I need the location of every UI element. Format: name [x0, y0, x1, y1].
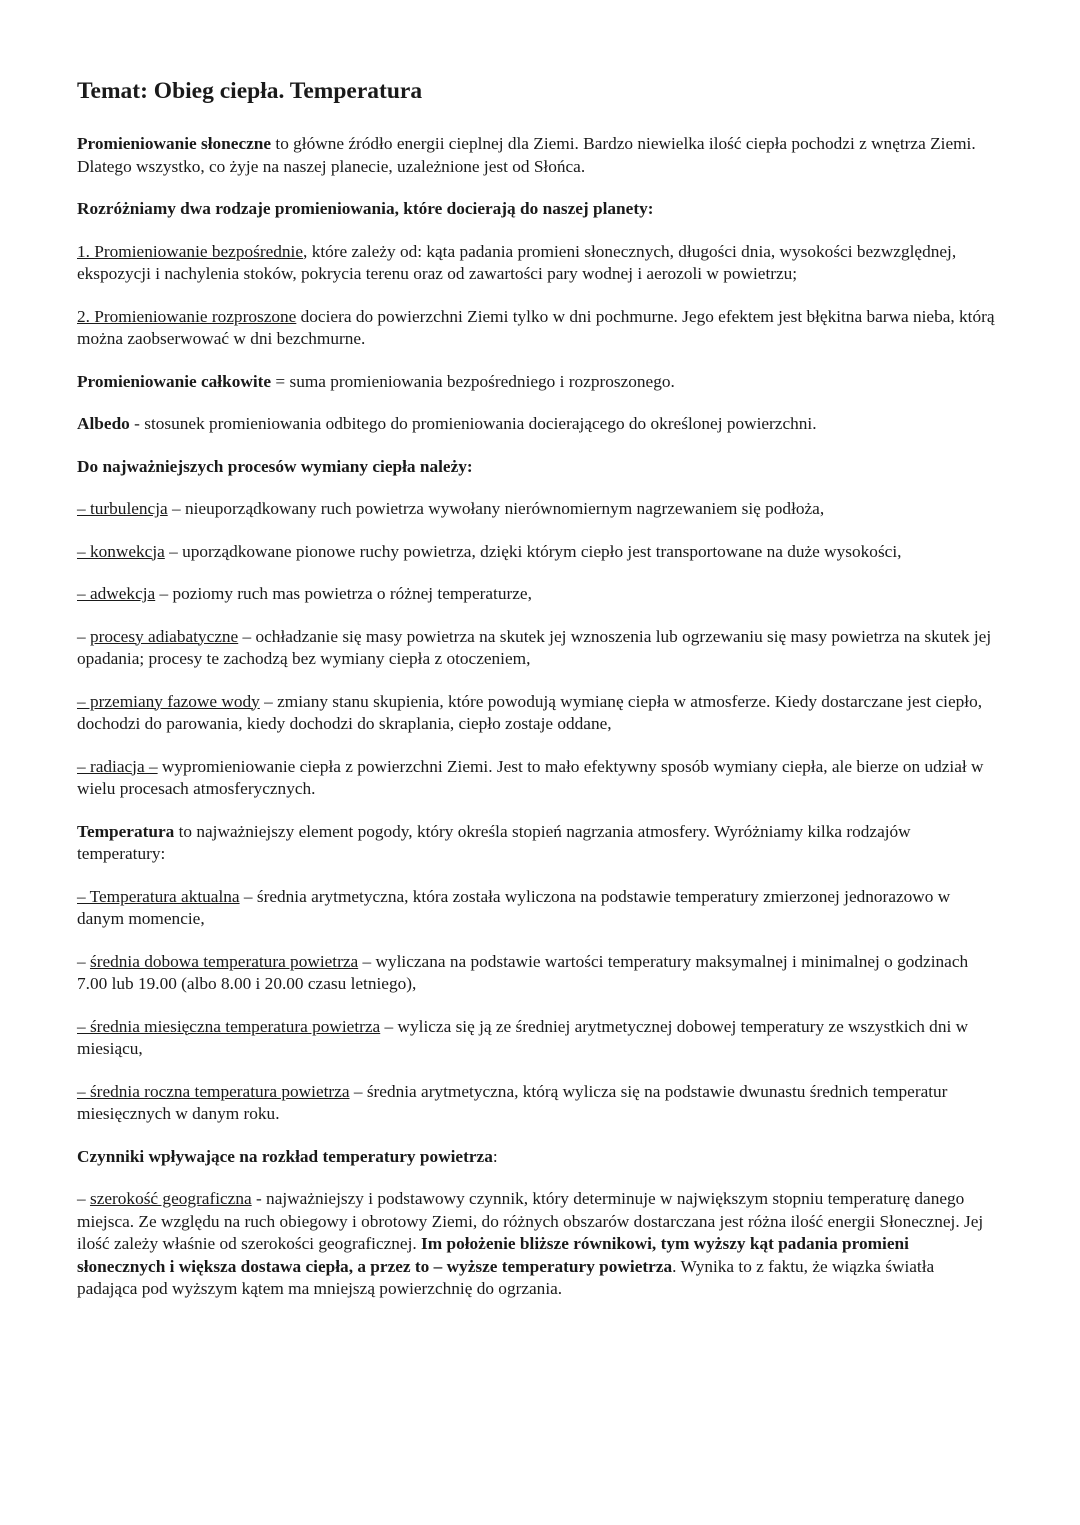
- text: - stosunek promieniowania odbitego do promieniowania docierającego do określonej powierzchni.: [129, 414, 817, 433]
- list-item-phase-changes: [77, 691, 997, 736]
- term: 1. Promieniowanie bezpośrednie: [77, 241, 304, 261]
- text: – zmiany stanu skupienia, które powodują wymianę ciepła w atmosferze. Kiedy dostarczane jest ciepło, dochodzi do parowania, kiedy dochodzi do skraplania, ciepło zostaje oddane,: [77, 691, 983, 733]
- text: , które zależy od: kąta padania promieni słonecznych, długości dnia, wysokości bezwzględnej, ekspozycji i nachylenia stoków, pokrycia terenu oraz od zawartości pary wodnej i aerozoli w powietrzu;: [77, 241, 957, 283]
- term: – adwekcja: [77, 584, 156, 603]
- term: Promieniowanie słoneczne: [77, 134, 272, 153]
- term: szerokość geograficzna: [89, 1189, 252, 1208]
- text: :: [492, 1146, 498, 1166]
- text: – poziomy ruch mas powietrza o różnej temperaturze,: [155, 584, 532, 603]
- dash: –: [77, 626, 90, 646]
- dash: –: [77, 951, 90, 971]
- term: 2. Promieniowanie rozproszone: [77, 306, 297, 326]
- text: Rozróżniamy dwa rodzaje promieniowania, które docierają do naszej planety:: [77, 199, 654, 218]
- term: – przemiany fazowe wody: [77, 691, 260, 711]
- dash: –: [77, 1189, 90, 1208]
- paragraph-direct-radiation: [77, 241, 997, 286]
- paragraph-diffuse-radiation: [77, 306, 997, 351]
- list-item-monthly-temperature: [77, 1016, 997, 1061]
- document-page: [77, 76, 997, 1321]
- list-item-turbulence: [77, 498, 997, 521]
- text: to najważniejszy element pogody, który określa stopień nagrzania atmosfery. Wyróżniamy kilka rodzajów temperatury:: [77, 821, 911, 863]
- term: Promieniowanie całkowite: [77, 371, 272, 391]
- list-item-advection: [77, 583, 997, 606]
- paragraph-solar-radiation: [77, 133, 997, 178]
- term: – Temperatura aktualna: [77, 886, 240, 906]
- text: – ochładzanie się masy powietrza na skutek jej wznoszenia lub ogrzewaniu się masy powietrza na skutek jej opadania; procesy te zachodzą bez wymiany ciepła z otoczeniem,: [77, 626, 992, 668]
- term: Temperatura: [77, 821, 175, 841]
- text: - najważniejszy i podstawowy czynnik, który determinuje w największym stopniu temperaturę danego miejsca. Ze względu na ruch obiegowy i obrotowy Ziemi, do różnych obszarów dostarczana jest różna ilość energii Słonecznej. Jej ilość zależy właśnie od szerokości geograficznej.: [77, 1189, 984, 1253]
- text: – wyliczana na podstawie wartości temperatury maksymalnej i minimalnej o godzinach 7.00 lub 19.00 (albo 8.00 i 20.00 czasu letniego),: [77, 951, 969, 993]
- text: wypromieniowanie ciepła z powierzchni Ziemi. Jest to mało efektywny sposób wymiany ciepła, ale bierze on udział w wielu procesach atmosferycznych.: [77, 756, 984, 798]
- term: Czynniki wpływające na rozkład temperatury powietrza: [77, 1146, 493, 1166]
- term: – średnia roczna temperatura powietrza: [77, 1081, 350, 1101]
- text: – nieuporządkowany ruch powietrza wywołany nierównomiernym nagrzewaniem się podłoża,: [167, 499, 825, 518]
- term: – średnia miesięczna temperatura powietrza: [77, 1016, 381, 1036]
- list-item-current-temperature: [77, 886, 997, 931]
- heading-heat-exchange: [77, 456, 997, 479]
- bold-text: Im położenie bliższe równikowi, tym wyższy kąt padania promieni słonecznych i większa dostawa ciepła, a przez to – wyższe temperatury powietrza: [77, 1234, 909, 1276]
- text: – średnia arytmetyczna, która została wyliczona na podstawie temperatury zmierzonej jednorazowo w danym momencie,: [77, 886, 951, 928]
- list-item-convection: [77, 541, 997, 564]
- text: – wylicza się ją ze średniej arytmetycznej dobowej temperatury ze wszystkich dni w miesiącu,: [77, 1016, 969, 1058]
- paragraph-total-radiation: [77, 371, 997, 394]
- text: . Wynika to z faktu, że wiązka światła padająca pod wyższym kątem ma mniejszą powierzchnię do ogrzania.: [77, 1256, 935, 1298]
- paragraph-albedo: [77, 413, 997, 436]
- text: = suma promieniowania bezpośredniego i rozproszonego.: [271, 371, 675, 391]
- term: procesy adiabatyczne: [89, 626, 239, 646]
- text: – uporządkowane pionowe ruchy powietrza, dzięki którym ciepło jest transportowane na duże wysokości,: [164, 541, 902, 561]
- text: – średnia arytmetyczna, którą wylicza się na podstawie dwunastu średnich temperatur miesięcznych w danym roku.: [77, 1081, 948, 1123]
- text: Do najważniejszych procesów wymiany ciepła należy:: [77, 456, 473, 476]
- list-item-radiation: [77, 756, 997, 801]
- text: to główne źródło energii cieplnej dla Ziemi. Bardzo niewielka ilość ciepła pochodzi z wnętrza Ziemi. Dlatego wszystko, co żyje na naszej planecie, uzależnione jest od Słońca.: [77, 134, 976, 176]
- term: – radiacja –: [77, 756, 158, 776]
- term: średnia dobowa temperatura powietrza: [89, 951, 359, 971]
- text: dociera do powierzchni Ziemi tylko w dni pochmurne. Jego efektem jest błękitna barwa nieba, którą można zaobserwować w dni bezchmurne.: [77, 306, 995, 348]
- heading-radiation-types: [77, 198, 997, 221]
- term: Albedo: [77, 414, 130, 433]
- list-item-adiabatic: [77, 626, 997, 671]
- list-item-daily-temperature: [77, 951, 997, 996]
- term: – turbulencja: [77, 499, 168, 518]
- heading-temperature-factors: [77, 1146, 997, 1169]
- list-item-latitude: [77, 1188, 997, 1301]
- list-item-annual-temperature: [77, 1081, 997, 1126]
- page-title: Temat: Obieg ciepła. Temperatura: [77, 78, 423, 104]
- term: – konwekcja: [77, 541, 165, 561]
- paragraph-temperature: [77, 821, 997, 866]
